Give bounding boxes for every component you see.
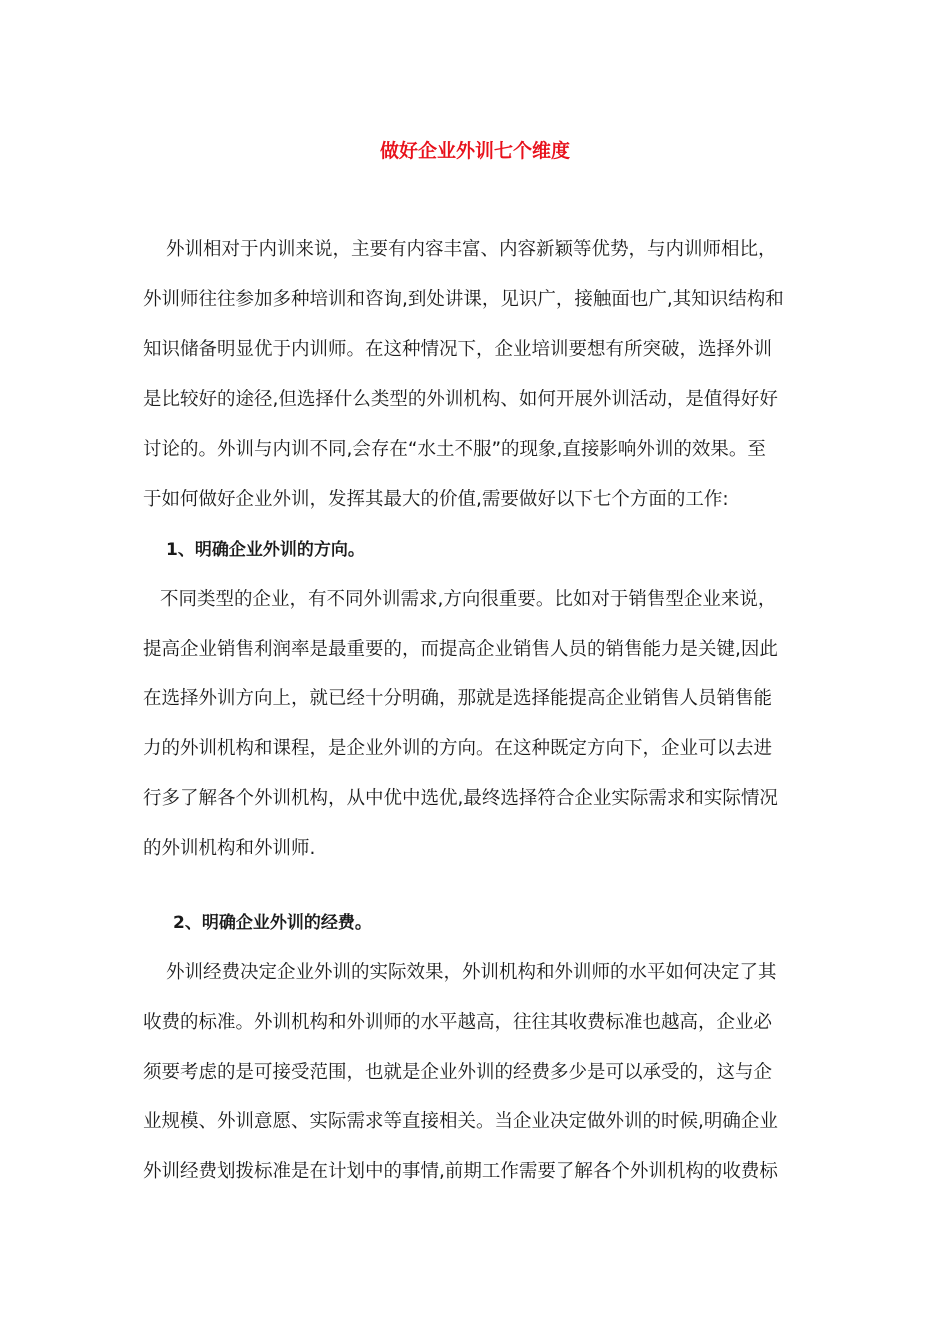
paragraph-line: 收费的标准。外训机构和外训师的水平越高，往往其收费标准也越高，企业必 (143, 1012, 773, 1033)
paragraph-line: 不同类型的企业，有不同外训需求,方向很重要。比如对于销售型企业来说， (160, 589, 777, 610)
paragraph-line: 外训经费决定企业外训的实际效果，外训机构和外训师的水平如何决定了其 (166, 962, 777, 983)
paragraph-line: 力的外训机构和课程，是企业外训的方向。在这种既定方向下，企业可以去进 (143, 738, 773, 759)
paragraph-line: 外训经费划拨标准是在计划中的事情,前期工作需要了解各个外训机构的收费标 (143, 1161, 778, 1182)
paragraph-line: 于如何做好企业外训，发挥其最大的价值,需要做好以下七个方面的工作: (143, 489, 729, 510)
paragraph-line: 是比较好的途径,但选择什么类型的外训机构、如何开展外训活动，是值得好好 (143, 389, 778, 410)
paragraph-line: 行多了解各个外训机构，从中优中选优,最终选择符合企业实际需求和实际情况 (143, 788, 778, 809)
paragraph-line: 在选择外训方向上，就已经十分明确，那就是选择能提高企业销售人员销售能 (143, 688, 773, 709)
section-heading-1: 1、明确企业外训的方向。 (166, 540, 365, 560)
section-heading-2: 2、明确企业外训的经费。 (173, 913, 372, 933)
paragraph-line: 须要考虑的是可接受范围，也就是企业外训的经费多少是可以承受的，这与企 (143, 1062, 773, 1083)
paragraph-line: 业规模、外训意愿、实际需求等直接相关。当企业决定做外训的时候,明确企业 (143, 1111, 778, 1132)
paragraph-line: 讨论的。外训与内训不同,会存在“水土不服”的现象,直接影响外训的效果。至 (143, 439, 766, 460)
paragraph-line: 提高企业销售利润率是最重要的，而提高企业销售人员的销售能力是关键,因此 (143, 639, 778, 660)
paragraph-line: 外训相对于内训来说，主要有内容丰富、内容新颖等优势，与内训师相比， (166, 239, 777, 260)
document-title: 做好企业外训七个维度 (379, 140, 570, 162)
paragraph-line: 知识储备明显优于内训师。在这种情况下，企业培训要想有所突破，选择外训 (143, 339, 773, 360)
paragraph-line: 外训师往往参加多种培训和咨询,到处讲课，见识广，接触面也广,其知识结构和 (143, 289, 784, 310)
paragraph-line: 的外训机构和外训师. (143, 838, 316, 859)
